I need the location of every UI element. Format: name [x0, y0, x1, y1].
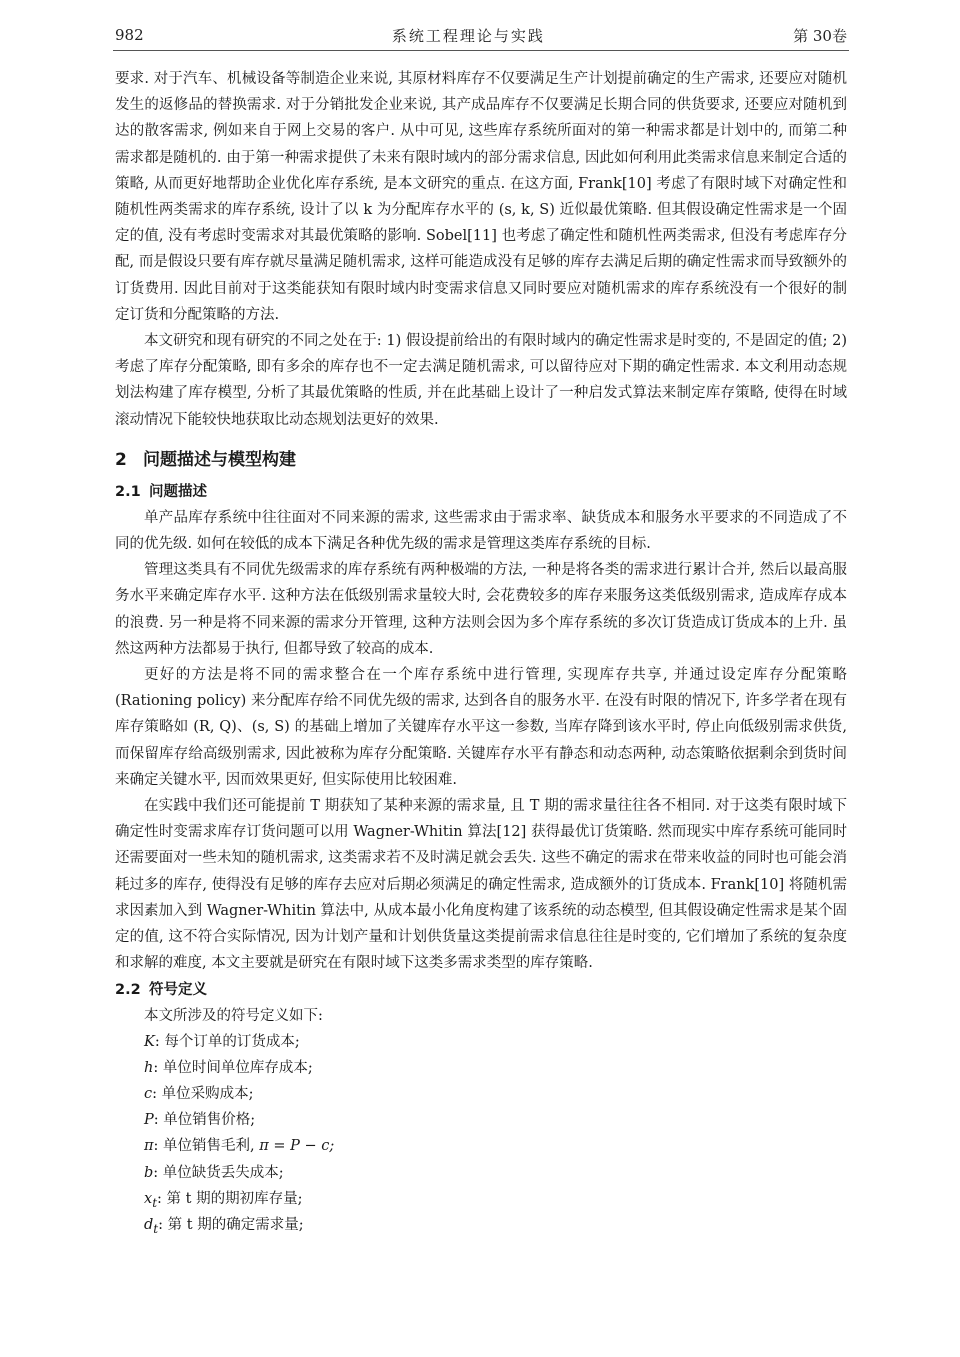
symbol: x — [144, 1190, 153, 1207]
intro-paragraph-2: 本文研究和现有研究的不同之处在于: 1) 假设提前给出的有限时域内的确定性需求是时变的, 不是固定的值; 2) 考虑了库存分配策略, 即有多余的库存也不一定去满足随机需求, 可以留待应对下期的确定性需求. 本文利用动态规划法构建了库存模型, 分析了其最优策略的性质, 并在此基础上设计了一种启发式算法来制定库存策略, 使得在时域滚动情况下能较快地获取比动态规划法更好的效果. — [115, 333, 847, 428]
symbol-desc: : 单位缺货丢失成本; — [153, 1164, 284, 1181]
symbol-desc: : 每个订单的订货成本; — [154, 1033, 300, 1050]
section-2-number: 2 — [115, 449, 127, 470]
symbol-desc: : 单位销售价格; — [153, 1112, 256, 1129]
symbol-row — [144, 1212, 847, 1238]
section-2-1-paragraph-3: 更好的方法是将不同的需求整合在一个库存系统中进行管理, 实现库存共享, 并通过设定库存分配策略 (Rationing policy) 来分配库存给不同优先级的需求, 达到各自的服务水平. 在没有时限的情况下, 许多学者在现有库存策略如 (R, Q)、(s, S) 的基础上增加了关键库存水平这一参数, 当库存降到该水平时, 停止向低级别需求供货, 而保留库存给高级别需求, 因此被称为库存分配策略. 关键库存水平有静态和动态两种, 动态策略依据剩余到货时间来确定关键水平, 因而效果更好, 但实际使用比较困难. — [115, 667, 847, 788]
symbol-row — [144, 1160, 847, 1186]
symbol: b — [144, 1164, 154, 1181]
journal-name: 系统工程理论与实践 — [391, 26, 545, 45]
symbol-subscript: t — [152, 1195, 158, 1210]
header-rule — [113, 50, 849, 51]
section-2-heading — [115, 447, 847, 473]
section-2-1-paragraph-4: 在实践中我们还可能提前 T 期获知了某种来源的需求量, 且 T 期的需求量往往各不相同. 对于这类有限时域下确定性时变需求库存订货问题可以用 Wagner-Whitin 算法[12] 获得最优订货策略. 然而现实中库存系统可能同时还需要面对一些未知的随机需求, 这类需求若不及时满足就会丢失. 这些不确定的需求在带来收益的同时也可能会消耗过多的库存, 使得没有足够的库存去应对后期必须满足的确定性需求, 造成额外的订货成本. Frank[10] 将随机需求因素加入到 Wagner-Whitin 算法中, 从成本最小化角度构建了该系统的动态模型, 但其假设确定性需求是某个固定的值, 这不符合实际情况, 因为计划产量和计划供货量这类提前需求信息往往是时变的, 它们增加了系统的复杂度和求解的难度, 本文主要就是研究在有限时域下这类多需求类型的库存策略. — [115, 798, 847, 972]
symbol-desc: : 单位时间单位库存成本; — [153, 1059, 313, 1076]
symbol-row — [144, 1186, 847, 1212]
section-2-1-title: 问题描述 — [149, 483, 207, 500]
section-2-1-number: 2.1 — [115, 483, 141, 500]
body-text — [115, 66, 847, 1238]
symbol-row — [144, 1029, 847, 1055]
volume-label: 第 30卷 — [793, 26, 847, 45]
section-2-2-number: 2.2 — [115, 981, 141, 998]
intro-paragraph-1: 要求. 对于汽车、机械设备等制造企业来说, 其原材料库存不仅要满足生产计划提前确定的生产需求, 还要应对随机发生的返修品的替换需求. 对于分销批发企业来说, 其产成品库存不仅要满足长期合同的供货要求, 还要应对随机到达的散客需求, 例如来自于网上交易的客户. 从中可见, 这些库存系统所面对的第一种需求都是计划中的, 而第二种需求都是随机的. 由于第一种需求提供了未来有限时域内的部分需求信息, 因此如何利用此类需求信息来制定合适的策略, 从而更好地帮助企业优化库存系统, 是本文研究的重点. 在这方面, Frank[10] 考虑了有限时域下对确定性和随机性两类需求的库存系统, 设计了以 k 为分配库存水平的 (s, k, S) 近似最优策略. 但其假设确定性需求是一个固定的值, 没有考虑时变需求对其最优策略的影响. Sobel[11] 也考虑了确定性和随机性两类需求, 但没有考虑库存分配, 而是假设只要有库存就尽量满足随机需求, 这样可能造成没有足够的库存去满足后期的确定性需求而导致额外的订货费用. 因此目前对于这类能获知有限时域内时变需求信息又同时要应对随机需求的库存系统没有一个很好的制定订货和分配策略的方法. — [115, 71, 847, 323]
symbol: c — [144, 1086, 153, 1103]
symbol: P — [144, 1112, 154, 1129]
symbol-row — [144, 1107, 847, 1133]
symbol: K — [144, 1033, 155, 1050]
symbol-desc: : 第 t 期的期初库存量; — [157, 1190, 303, 1207]
symbol-desc: : 单位采购成本; — [152, 1086, 254, 1103]
symbol: π — [144, 1138, 154, 1155]
symbols-intro: 本文所涉及的符号定义如下: — [144, 1007, 323, 1024]
symbol-desc: : 第 t 期的确定需求量; — [158, 1217, 304, 1234]
symbol-formula: π = P − c; — [259, 1138, 335, 1155]
section-2-2-title: 符号定义 — [149, 981, 207, 998]
symbol-row — [144, 1133, 847, 1159]
section-2-title: 问题描述与模型构建 — [143, 449, 296, 470]
symbol-row — [144, 1081, 847, 1107]
section-2-1-paragraph-2: 管理这类具有不同优先级需求的库存系统有两种极端的方法, 一种是将各类的需求进行累计合并, 然后以最高服务水平来确定库存水平. 这种方法在低级别需求量较大时, 会花费较多的库存来服务这类低级别需求, 造成库存成本的浪费. 另一种是将不同来源的需求分开管理, 这种方法则会因为多个库存系统的多次订货造成订货成本的上升. 虽然这两种方法都易于执行, 但都导致了较高的成本. — [115, 562, 847, 657]
page-number: 982 — [115, 26, 144, 44]
section-2-1-heading — [115, 479, 847, 505]
symbol: h — [144, 1059, 154, 1076]
symbol-list — [115, 1029, 847, 1239]
symbol-row — [144, 1055, 847, 1081]
symbol-desc: : 单位销售毛利, — [153, 1138, 260, 1155]
running-header — [115, 22, 847, 48]
symbol: d — [144, 1217, 154, 1234]
symbol-subscript: t — [153, 1221, 159, 1236]
section-2-2-heading — [115, 977, 847, 1003]
section-2-1-paragraph-1: 单产品库存系统中往往面对不同来源的需求, 这些需求由于需求率、缺货成本和服务水平要求的不同造成了不同的优先级. 如何在较低的成本下满足各种优先级的需求是管理这类库存系统的目标. — [115, 509, 847, 553]
